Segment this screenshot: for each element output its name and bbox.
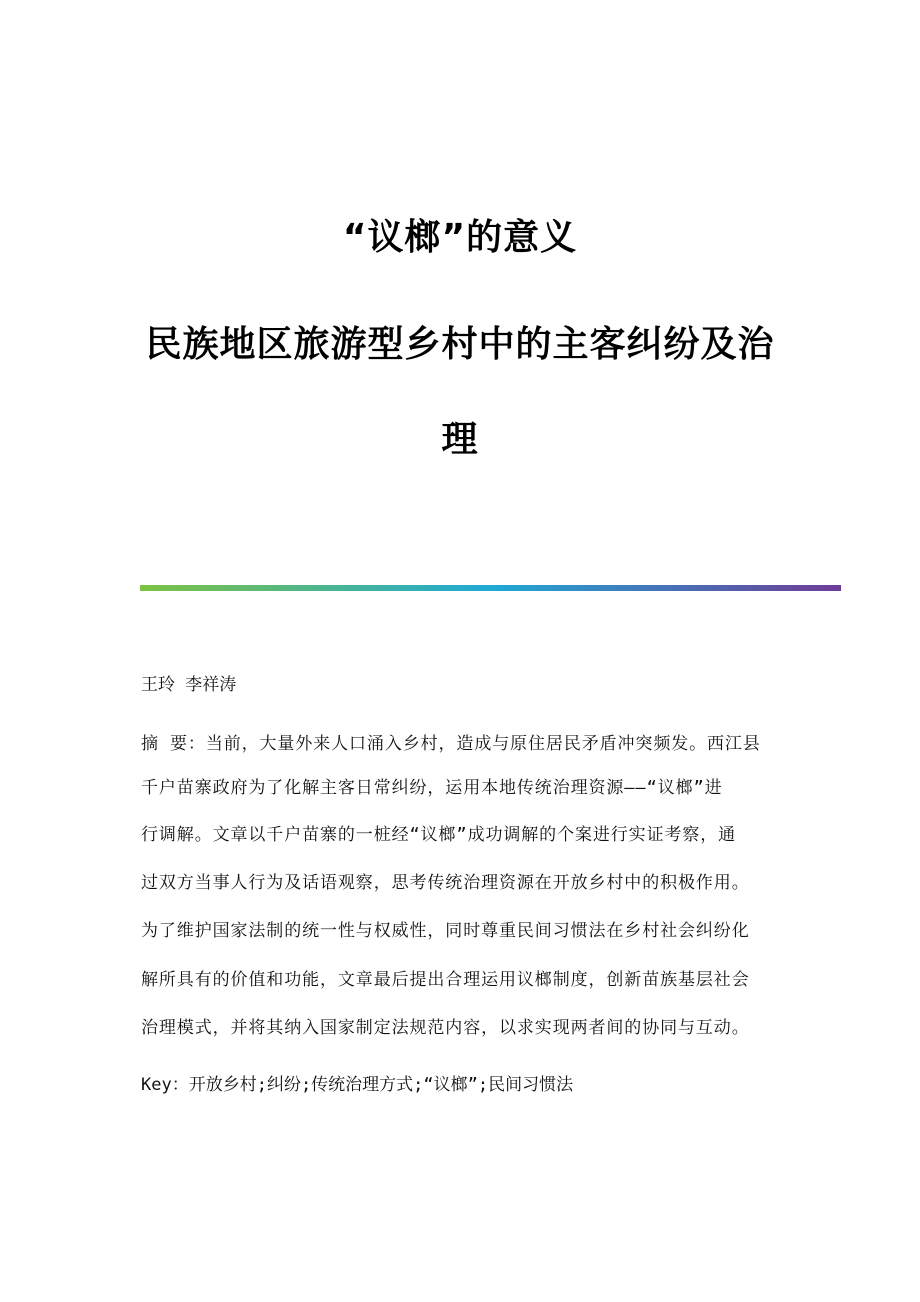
abstract-line: 为了维护国家法制的统一性与权威性，同时尊重民间习惯法在乡村社会纠纷化 xyxy=(141,921,750,941)
abstract-line: 摘 要：当前，大量外来人口涌入乡村，造成与原住居民矛盾冲突频发。西江县 xyxy=(141,734,761,754)
title-line-2: 民族地区旅游型乡村中的主客纠纷及治 xyxy=(145,324,775,365)
abstract-line: 过双方当事人行为及话语观察，思考传统治理资源在开放乡村中的积极作用。 xyxy=(141,873,750,893)
abstract-line: 行调解。文章以千户苗寨的一桩经“议榔”成功调解的个案进行实证考察，通 xyxy=(141,825,737,845)
authors: 王玲 李祥涛 xyxy=(141,675,237,695)
abstract-line: 解所具有的价值和功能，文章最后提出合理运用议榔制度，创新苗族基层社会 xyxy=(141,970,750,990)
abstract-line: 千户苗寨政府为了化解主客日常纠纷，运用本地传统治理资源——“议榔”进 xyxy=(141,778,723,798)
title-line-3: 理 xyxy=(441,419,479,460)
abstract-line: 治理模式，并将其纳入国家制定法规范内容，以求实现两者间的协同与互动。 xyxy=(141,1018,750,1038)
keywords: Key：开放乡村;纠纷;传统治理方式;“议榔”;民间习惯法 xyxy=(141,1075,574,1095)
gradient-divider xyxy=(140,585,841,591)
title-line-1: “议榔”的意义 xyxy=(342,217,578,258)
